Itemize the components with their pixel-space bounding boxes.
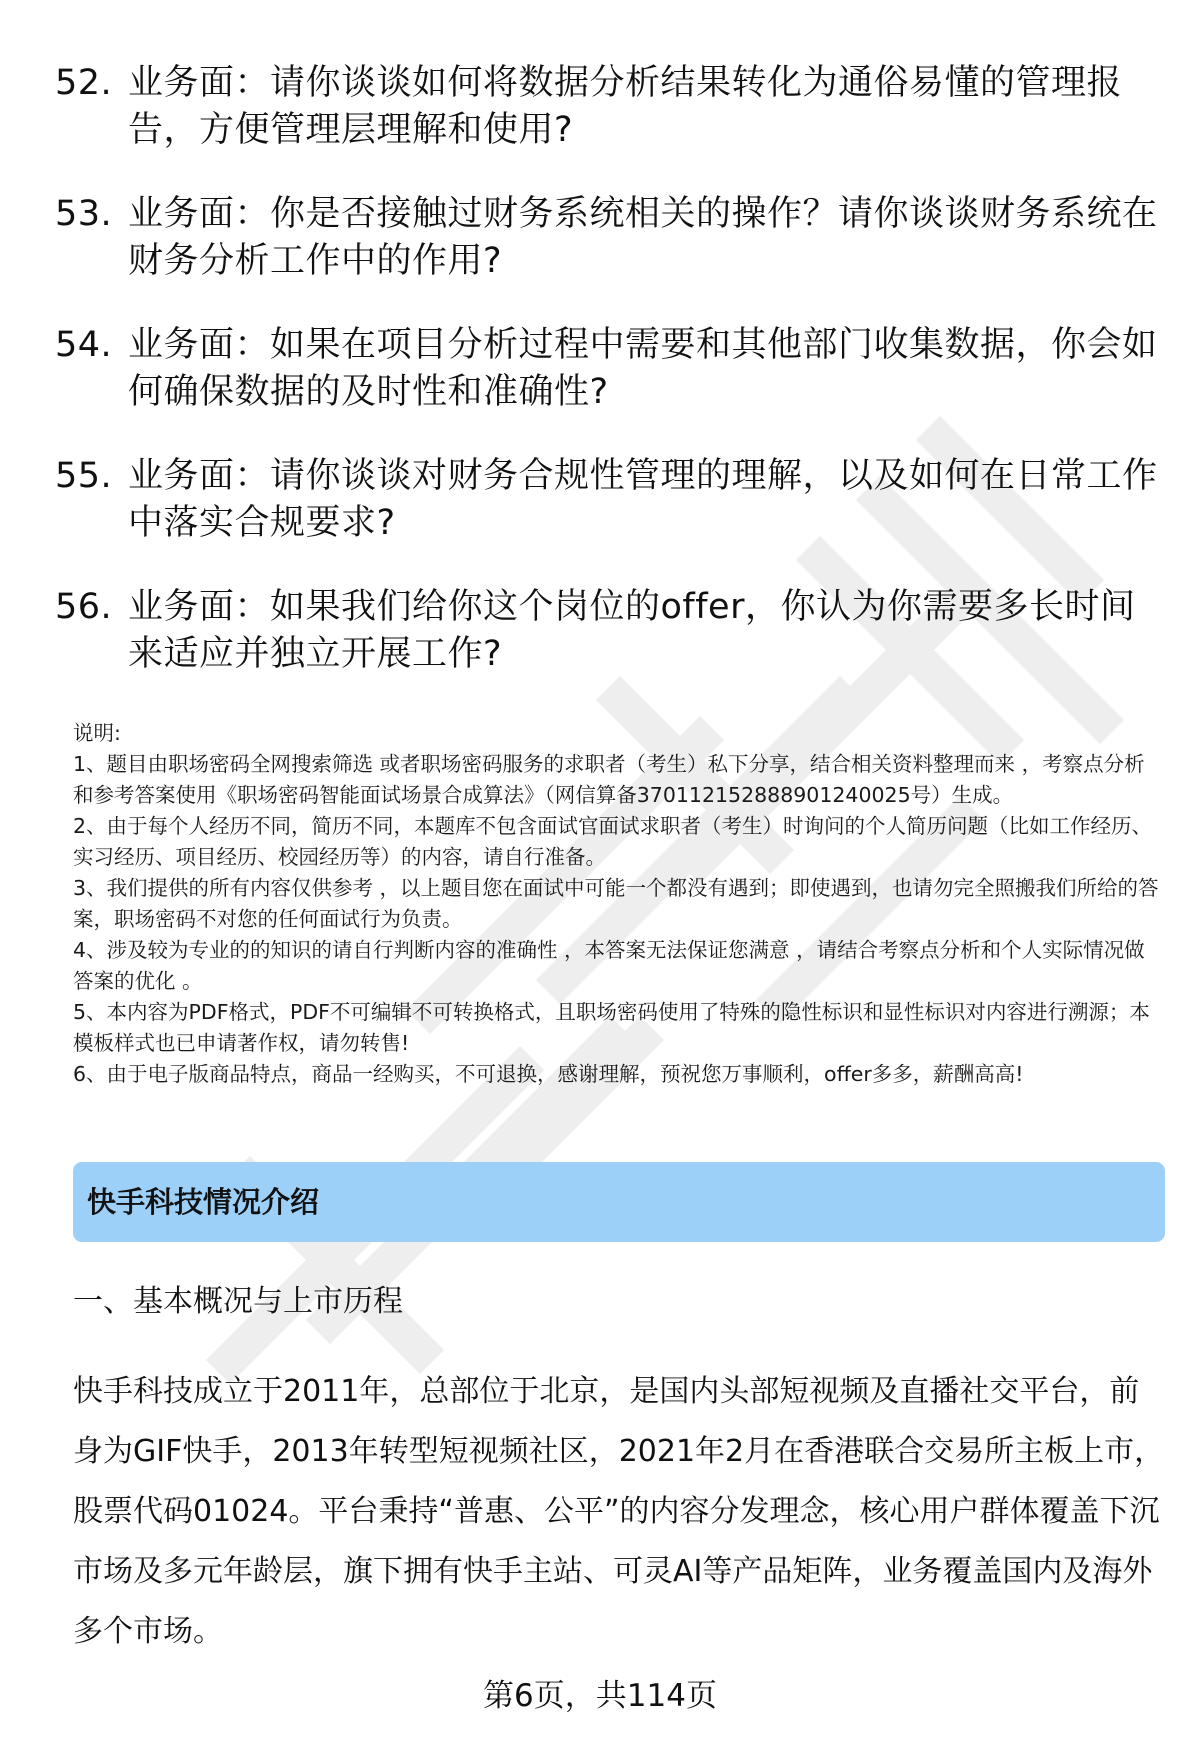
question-text: 业务面：如果在项目分析过程中需要和其他部门收集数据，你会如何确保数据的及时性和准确性? bbox=[128, 325, 1158, 412]
question-item bbox=[55, 584, 1165, 678]
question-list bbox=[55, 60, 1165, 715]
question-text: 业务面：请你谈谈如何将数据分析结果转化为通俗易懂的管理报告，方便管理层理解和使用? bbox=[128, 63, 1123, 150]
question-item bbox=[55, 60, 1165, 154]
note-item: 1、题目由职场密码全网搜索筛选 或者职场密码服务的求职者（考生）私下分享，结合相关资料整理而来 ，考察点分析和参考答案使用《职场密码智能面试场景合成算法》（网信算备370112152888901240025号）生成。 bbox=[73, 752, 1145, 807]
question-item bbox=[55, 322, 1165, 416]
question-number: 55. bbox=[55, 456, 113, 496]
notes-title: 说明: bbox=[73, 721, 121, 745]
question-number: 56. bbox=[55, 587, 113, 627]
question-text: 业务面：如果我们给你这个岗位的offer，你认为你需要多长时间来适应并独立开展工作? bbox=[128, 587, 1136, 674]
question-number: 54. bbox=[55, 325, 113, 365]
note-item: 3、我们提供的所有内容仅供参考 ，以上题目您在面试中可能一个都没有遇到；即使遇到，也请勿完全照搬我们所给的答案，职场密码不对您的任何面试行为负责。 bbox=[73, 876, 1159, 931]
disclaimer-notes bbox=[73, 718, 1165, 1090]
question-text: 业务面：你是否接触过财务系统相关的操作？请你谈谈财务系统在财务分析工作中的作用? bbox=[128, 194, 1158, 281]
question-number: 52. bbox=[55, 63, 113, 103]
question-text: 业务面：请你谈谈对财务合规性管理的理解，以及如何在日常工作中落实合规要求? bbox=[128, 456, 1158, 543]
company-overview-paragraph: 快手科技成立于2011年，总部位于北京，是国内头部短视频及直播社交平台，前身为GIF快手，2013年转型短视频社区，2021年2月在香港联合交易所主板上市，股票代码01024。平台秉持“普惠、公平”的内容分发理念，核心用户群体覆盖下沉市场及多元年龄层，旗下拥有快手主站、可灵AI等产品矩阵，业务覆盖国内及海外多个市场。 bbox=[73, 1374, 1165, 1649]
section-title: 快手科技情况介绍 bbox=[87, 1185, 320, 1219]
page-number: 第6页，共114页 bbox=[483, 1678, 717, 1714]
section-banner bbox=[73, 1162, 1165, 1242]
note-item: 4、涉及较为专业的的知识的请自行判断内容的准确性 ，本答案无法保证您满意 ，请结合考察点分析和个人实际情况做答案的优化 。 bbox=[73, 938, 1145, 993]
note-item: 5、本内容为PDF格式，PDF不可编辑不可转换格式，且职场密码使用了特殊的隐性标识和显性标识对内容进行溯源；本模板样式也已申请著作权，请勿转售! bbox=[73, 1000, 1150, 1055]
question-item bbox=[55, 191, 1165, 285]
note-item: 6、由于电子版商品特点，商品一经购买，不可退换，感谢理解，预祝您万事顺利，offer多多，薪酬高高! bbox=[73, 1062, 1024, 1086]
note-item: 2、由于每个人经历不同，简历不同，本题库不包含面试官面试求职者（考生）时询问的个人简历问题（比如工作经历、实习经历、项目经历、校园经历等）的内容，请自行准备。 bbox=[73, 814, 1153, 869]
question-number: 53. bbox=[55, 194, 113, 234]
subsection-heading: 一、基本概况与上市历程 bbox=[73, 1284, 403, 1319]
question-item bbox=[55, 453, 1165, 547]
